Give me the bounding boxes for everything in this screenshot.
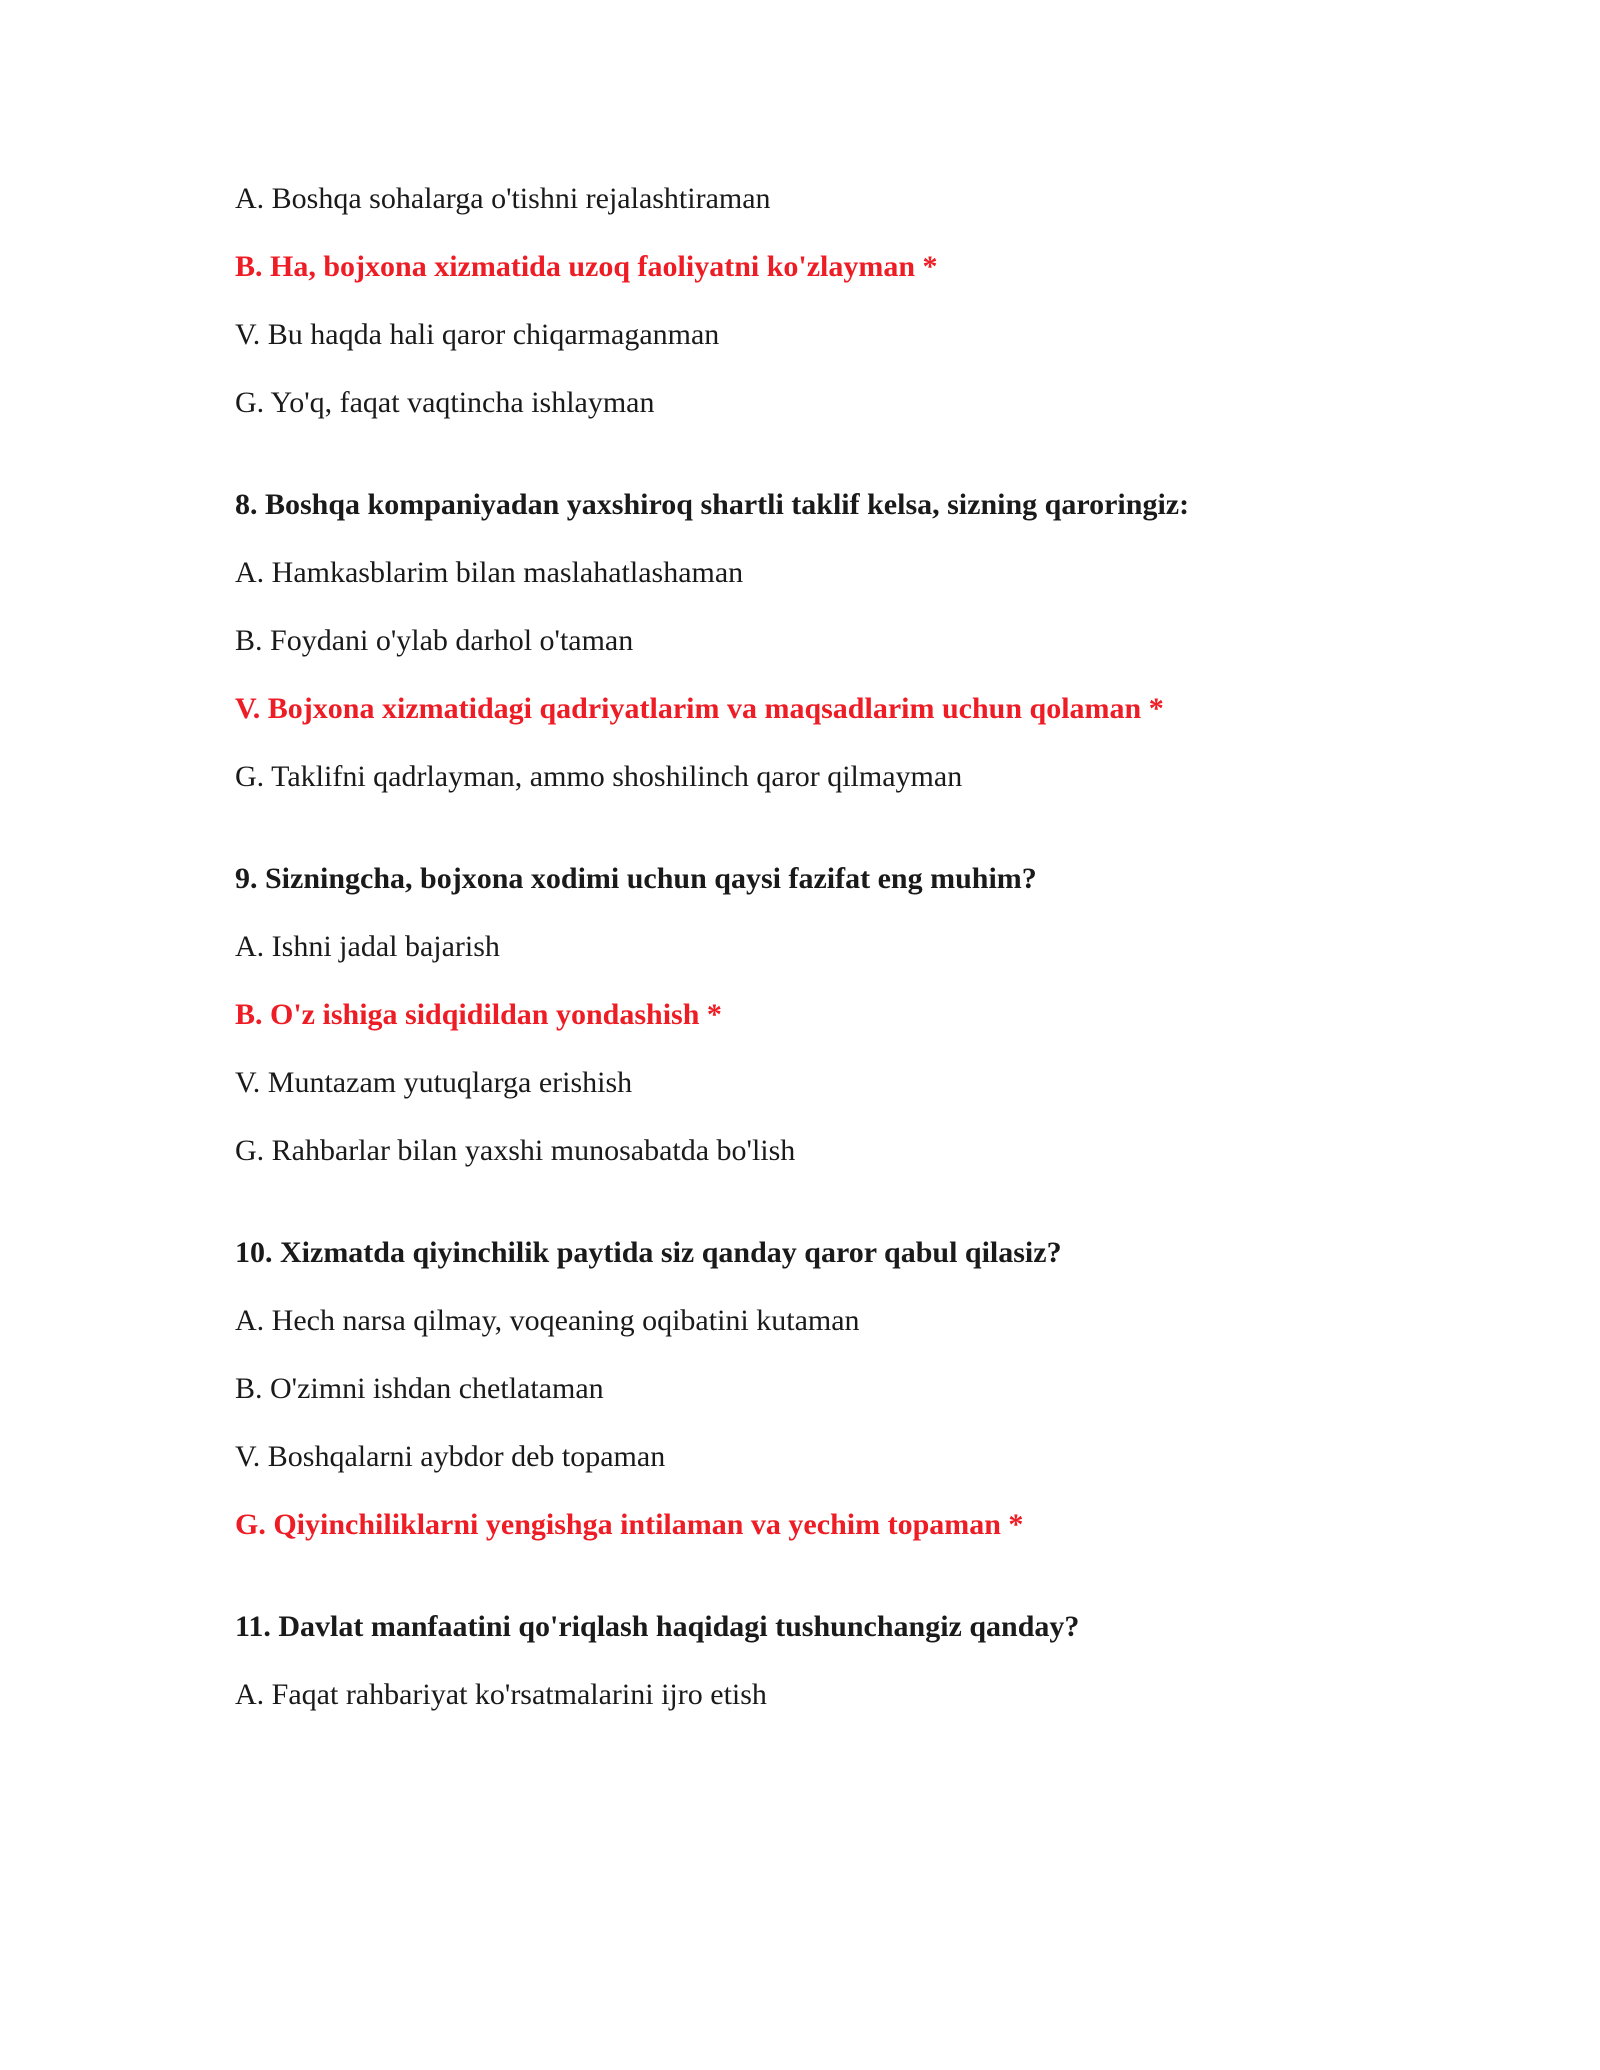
- question-heading: 11. Davlat manfaatini qo'riqlash haqidagi tushunchangiz qanday?: [235, 1610, 1080, 1643]
- answer-option: A. Faqat rahbariyat ko'rsatmalarini ijro etish: [235, 1678, 767, 1711]
- answer-option: A. Ishni jadal bajarish: [235, 930, 500, 963]
- correct-answer-option: B. O'z ishiga sidqidildan yondashish *: [235, 998, 722, 1031]
- answer-option: V. Muntazam yutuqlarga erishish: [235, 1066, 633, 1099]
- answer-option: G. Rahbarlar bilan yaxshi munosabatda bo'lish: [235, 1134, 796, 1167]
- question-heading: 10. Xizmatda qiyinchilik paytida siz qanday qaror qabul qilasiz?: [235, 1236, 1062, 1269]
- quiz-content: [235, 182, 1435, 1746]
- answer-option: V. Boshqalarni aybdor deb topaman: [235, 1440, 666, 1473]
- correct-answer-option: V. Bojxona xizmatidagi qadriyatlarim va maqsadlarim uchun qolaman *: [235, 692, 1164, 725]
- answer-option: A. Hamkasblarim bilan maslahatlashaman: [235, 556, 744, 589]
- question-heading: 9. Sizningcha, bojxona xodimi uchun qaysi fazifat eng muhim?: [235, 862, 1037, 895]
- answer-option: A. Hech narsa qilmay, voqeaning oqibatini kutaman: [235, 1304, 860, 1337]
- answer-option: G. Yo'q, faqat vaqtincha ishlayman: [235, 386, 655, 419]
- correct-answer-option: B. Ha, bojxona xizmatida uzoq faoliyatni ko'zlayman *: [235, 250, 938, 283]
- answer-option: B. Foydani o'ylab darhol o'taman: [235, 624, 634, 657]
- correct-answer-option: G. Qiyinchiliklarni yengishga intilaman va yechim topaman *: [235, 1508, 1024, 1541]
- answer-option: B. O'zimni ishdan chetlataman: [235, 1372, 604, 1405]
- answer-option: A. Boshqa sohalarga o'tishni rejalashtiraman: [235, 182, 771, 215]
- question-heading: 8. Boshqa kompaniyadan yaxshiroq shartli taklif kelsa, sizning qaroringiz:: [235, 488, 1190, 521]
- answer-option: G. Taklifni qadrlayman, ammo shoshilinch qaror qilmayman: [235, 760, 963, 793]
- answer-option: V. Bu haqda hali qaror chiqarmaganman: [235, 318, 720, 351]
